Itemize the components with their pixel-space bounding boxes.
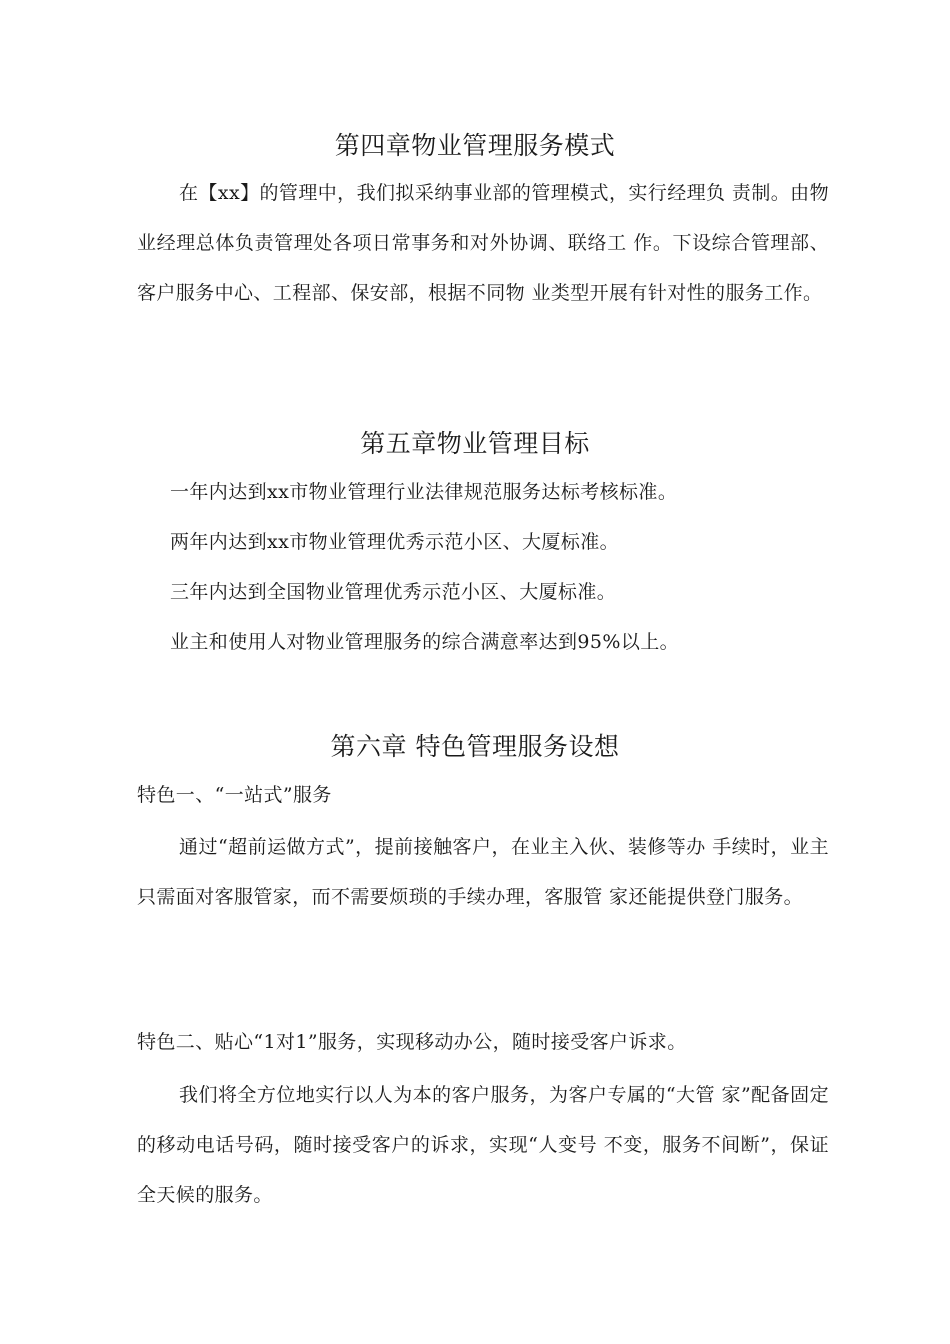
feature-2-paragraph: 我们将全方位地实行以人为本的客户服务，为客户专属的“大管 家”配备固定的移动电话号码，随时接受客户的诉求，实现“人变号 不变，服务不间断”，保证全天候的服务。 — [137, 1084, 829, 1206]
feature-1-paragraph: 通过“超前运做方式”，提前接触客户，在业主入伙、装修等办 手续时，业主只需面对客服管家，而不需要烦琐的手续办理，客服管 家还能提供登门服务。 — [137, 836, 829, 908]
chapter-4-title: 第四章物业管理服务模式 — [334, 131, 616, 160]
chapter-6-title: 第六章 特色管理服务设想 — [330, 732, 620, 761]
feature-2-heading: 特色二、贴心“1对1”服务，实现移动办公，随时接受客户诉求。 — [137, 1031, 687, 1053]
chapter-5-title: 第五章物业管理目标 — [360, 429, 590, 458]
goal-item: 三年内达到全国物业管理优秀示范小区、大厦标准。 — [170, 581, 617, 603]
feature-1-heading: 特色一、“一站式”服务 — [137, 784, 332, 806]
goal-item: 两年内达到xx市物业管理优秀示范小区、大厦标准。 — [170, 531, 620, 553]
chapter-4-paragraph: 在【xx】的管理中，我们拟采纳事业部的管理模式，实行经理负 责制。由物业经理总体负责管理处各项日常事务和对外协调、联络工 作。下设综合管理部、客户服务中心、工程部、保安部，根据不同物 业类型开展有针对性的服务工作。 — [137, 182, 829, 304]
goal-item: 一年内达到xx市物业管理行业法律规范服务达标考核标准。 — [170, 481, 678, 503]
goal-item: 业主和使用人对物业管理服务的综合满意率达到95%以上。 — [170, 631, 680, 653]
